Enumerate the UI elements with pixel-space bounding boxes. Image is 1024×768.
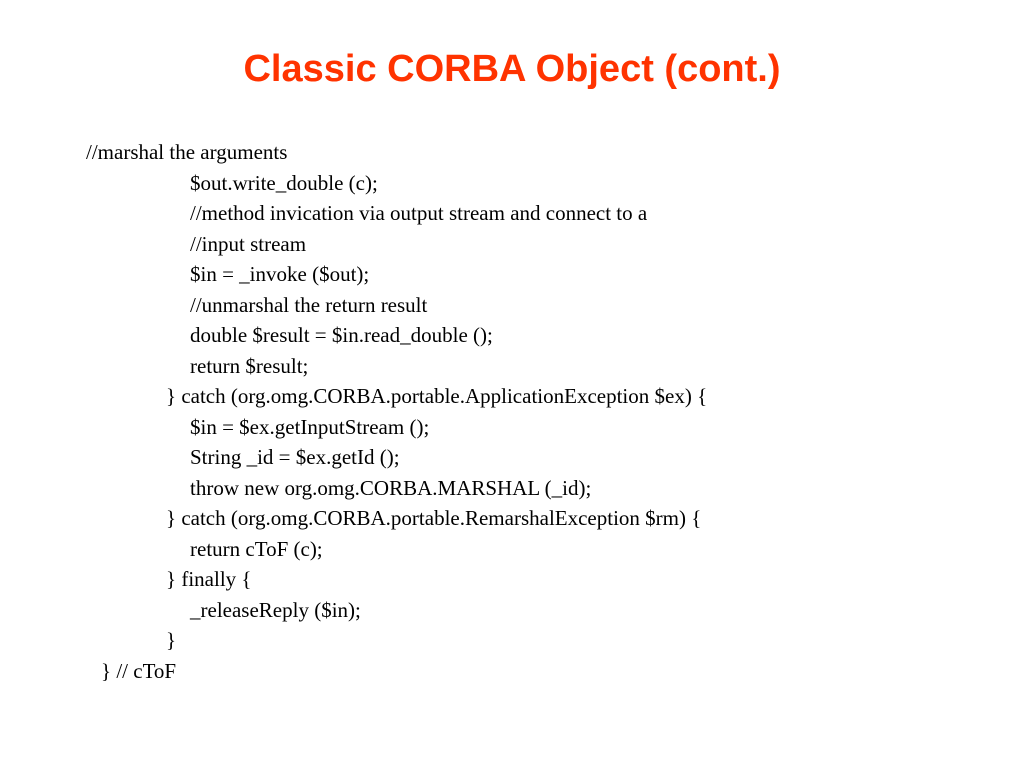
code-line: } // cToF bbox=[101, 658, 177, 683]
code-line: //input stream bbox=[190, 231, 307, 256]
code-line: return cToF (c); bbox=[190, 536, 323, 561]
code-line: _releaseReply ($in); bbox=[190, 597, 361, 622]
code-line: //method invication via output stream and connect to a bbox=[190, 201, 648, 225]
code-line: } finally { bbox=[166, 567, 252, 591]
code-line: String _id = $ex.getId (); bbox=[190, 445, 400, 469]
code-line: } bbox=[166, 628, 177, 652]
code-line: return $result; bbox=[190, 353, 309, 378]
code-line: $out.write_double (c); bbox=[190, 170, 378, 195]
code-line: throw new org.omg.CORBA.MARSHAL (_id); bbox=[190, 475, 592, 500]
code-line: //marshal the arguments bbox=[86, 140, 288, 164]
code-line: } catch (org.omg.CORBA.portable.RemarshalException $rm) { bbox=[166, 506, 702, 530]
code-line: $in = $ex.getInputStream (); bbox=[190, 414, 430, 439]
code-line: } catch (org.omg.CORBA.portable.ApplicationException $ex) { bbox=[166, 384, 708, 408]
code-line: $in = _invoke ($out); bbox=[190, 262, 370, 286]
code-line: //unmarshal the return result bbox=[190, 292, 428, 317]
slide-title: Classic CORBA Object (cont.) bbox=[243, 48, 781, 90]
code-line: double $result = $in.read_double (); bbox=[190, 323, 493, 347]
